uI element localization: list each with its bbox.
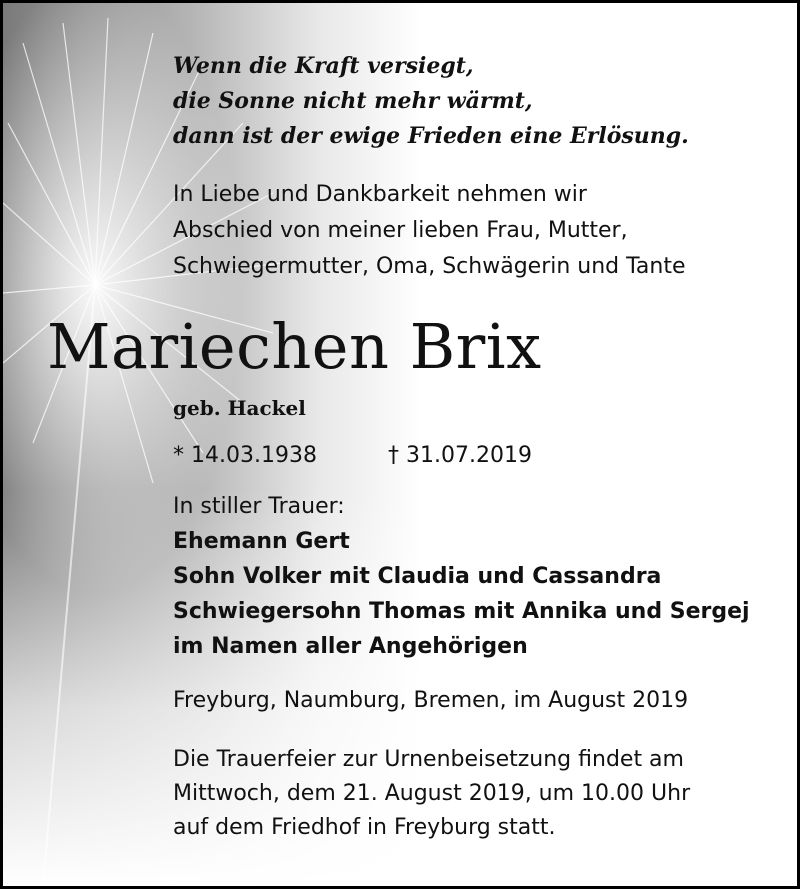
intro-text xyxy=(173,177,686,285)
ceremony-line: Die Trauerfeier zur Urnenbeisetzung findet am xyxy=(173,747,684,772)
poem-line: Wenn die Kraft versiegt, xyxy=(173,53,474,79)
poem-line: die Sonne nicht mehr wärmt, xyxy=(173,88,533,114)
poem xyxy=(173,49,689,154)
death-date: † 31.07.2019 xyxy=(388,443,532,468)
ceremony-line: Mittwoch, dem 21. August 2019, um 10.00 Uhr xyxy=(173,781,691,806)
ceremony-info xyxy=(173,743,690,845)
mourner-entry: Schwiegersohn Thomas mit Annika und Sergej xyxy=(173,599,750,624)
place-and-date: Freyburg, Naumburg, Bremen, im August 2019 xyxy=(173,688,689,713)
mourners-heading: In stiller Trauer: xyxy=(173,494,345,519)
mourner-entry: im Namen aller Angehörigen xyxy=(173,634,528,659)
ceremony-line: auf dem Friedhof in Freyburg statt. xyxy=(173,815,556,840)
poem-line: dann ist der ewige Frieden eine Erlösung. xyxy=(173,123,689,149)
notice-content xyxy=(3,3,797,886)
mourner-entry: Ehemann Gert xyxy=(173,529,350,554)
birth-name: geb. Hackel xyxy=(173,396,306,420)
intro-line: In Liebe und Dankbarkeit nehmen wir xyxy=(173,182,587,207)
intro-line: Abschied von meiner lieben Frau, Mutter, xyxy=(173,218,628,243)
birth-date: * 14.03.1938 xyxy=(173,443,317,468)
deceased-name: Mariechen Brix xyxy=(47,310,542,383)
mourner-entry: Sohn Volker mit Claudia und Cassandra xyxy=(173,564,662,589)
mourners-block xyxy=(173,489,750,664)
intro-line: Schwiegermutter, Oma, Schwägerin und Tante xyxy=(173,254,686,279)
